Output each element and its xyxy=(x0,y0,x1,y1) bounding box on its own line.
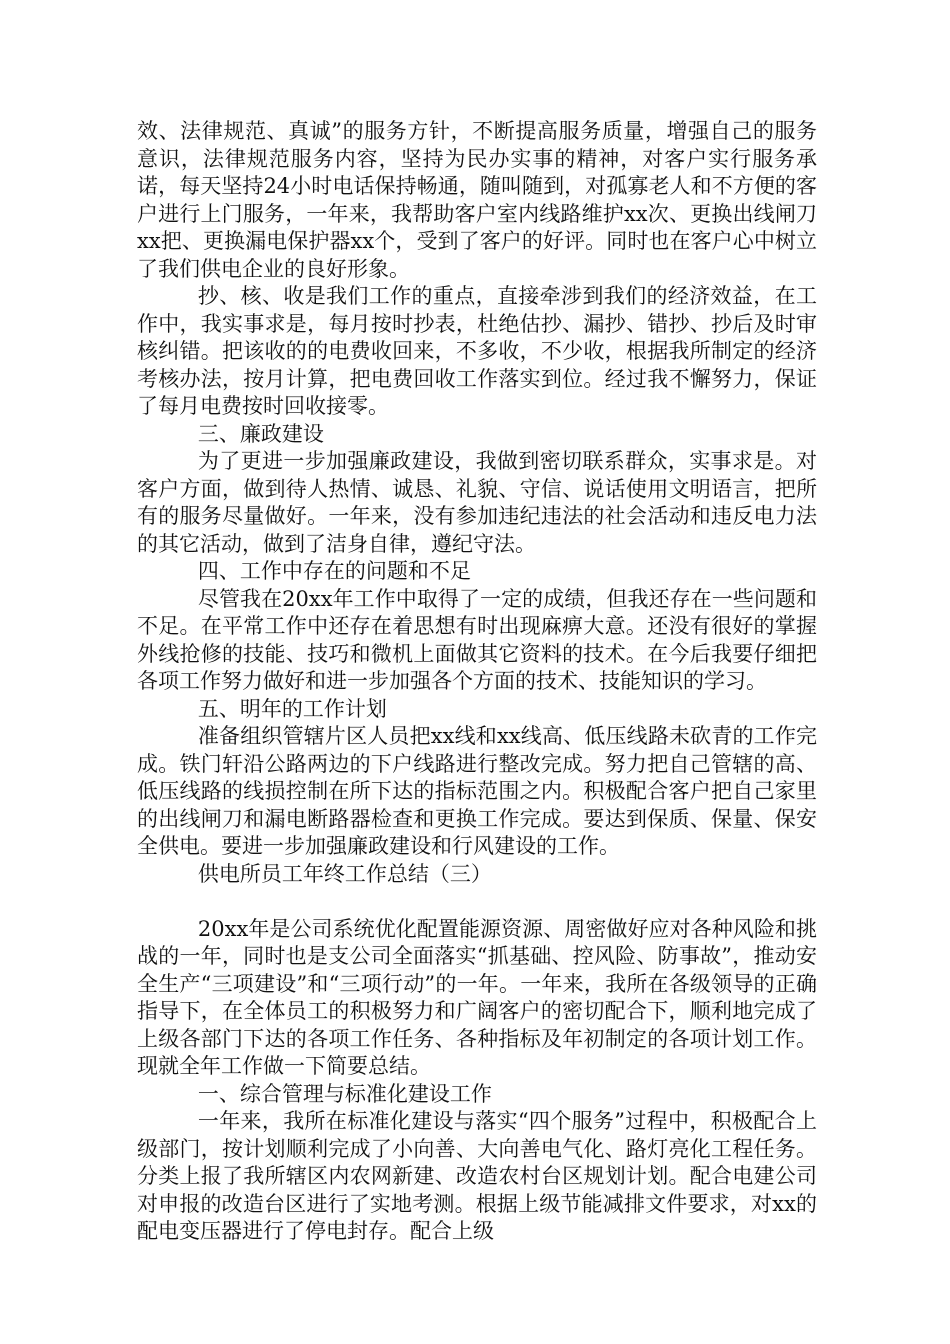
paragraph-management: 一年来，我所在标准化建设与落实“四个服务”过程中，积极配合上级部门，按计划顺利完成了小向善、大向善电气化、路灯亮化工程任务。分类上报了我所辖区内农网新建、改造农村台区规划计划。配合电建公司对申报的改造台区进行了实地考测。根据上级节能减排文件要求，对xx的配电变压器进行了停电封存。配合上级 xyxy=(137,1109,817,1243)
paragraph-problems: 尽管我在20xx年工作中取得了一定的成绩，但我还存在一些问题和不足。在平常工作中还存在着思想有时出现麻痹大意。还没有很好的掌握外线抢修的技能、技巧和微机上面做其它资料的技术。在今后我要仔细把各项工作努力做好和进一步加强各个方面的技术、技能知识的学习。 xyxy=(137,586,817,693)
section-heading-integrity: 三、廉政建设 xyxy=(197,421,324,446)
document-subtitle: 供电所员工年终工作总结（三） xyxy=(197,861,492,886)
paragraph-integrity: 为了更进一步加强廉政建设，我做到密切联系群众，实事求是。对客户方面，做到待人热情、诚恳、礼貌、守信、说话使用文明语言，把所有的服务尽量做好。一年来，没有参加违纪违法的社会活动和违反电力法的其它活动，做到了洁身自律，遵纪守法。 xyxy=(137,449,817,556)
blank-line xyxy=(137,888,817,916)
paragraph-next-year-plan: 准备组织管辖片区人员把xx线和xx线高、低压线路未砍青的工作完成。铁门轩沿公路两边的下户线路进行整改完成。努力把自己管辖的高、低压线路的线损控制在所下达的指标范围之内。积极配合客户把自己家里的出线闸刀和漏电断路器检查和更换工作完成。要达到保质、保量、保安全供电。要进一步加强廉政建设和行风建设的工作。 xyxy=(137,724,817,858)
section-heading-management: 一、综合管理与标准化建设工作 xyxy=(197,1081,492,1106)
paragraph-annual-overview: 20xx年是公司系统优化配置能源资源、周密做好应对各种风险和挑战的一年，同时也是支公司全面落实“抓基础、控风险、防事故”，推动安全生产“三项建设”和“三项行动”的一年。一年来，我所在各级领导的正确指导下，在全体员工的积极努力和广阔客户的密切配合下，顺利地完成了上级各部门下达的各项工作任务、各种指标及年初制定的各项计划工作。现就全年工作做一下简要总结。 xyxy=(137,916,817,1078)
section-heading-problems: 四、工作中存在的问题和不足 xyxy=(197,559,471,583)
section-heading-next-year-plan: 五、明年的工作计划 xyxy=(197,696,387,721)
paragraph-meter-reading: 抄、核、收是我们工作的重点，直接牵涉到我们的经济效益，在工作中，我实事求是，每月按时抄表，杜绝估抄、漏抄、错抄、抄后及时审核纠错。把该收的的电费收回来，不多收，不少收，根据我所制定的经济考核办法，按月计算，把电费回收工作落实到位。经过我不懈努力，保证了每月电费按时回收接零。 xyxy=(137,284,817,418)
document-body xyxy=(137,118,817,1246)
paragraph-service-policy: 效、法律规范、真诚”的服务方针，不断提高服务质量，增强自己的服务意识，法律规范服务内容，坚持为民办实事的精神，对客户实行服务承诺，每天坚持24小时电话保持畅通，随叫随到，对孤寡老人和不方便的客户进行上门服务，一年来，我帮助客户室内线路维护xx次、更换出线闸刀xx把、更换漏电保护器xx个，受到了客户的好评。同时也在客户心中树立了我们供电企业的良好形象。 xyxy=(137,119,817,281)
